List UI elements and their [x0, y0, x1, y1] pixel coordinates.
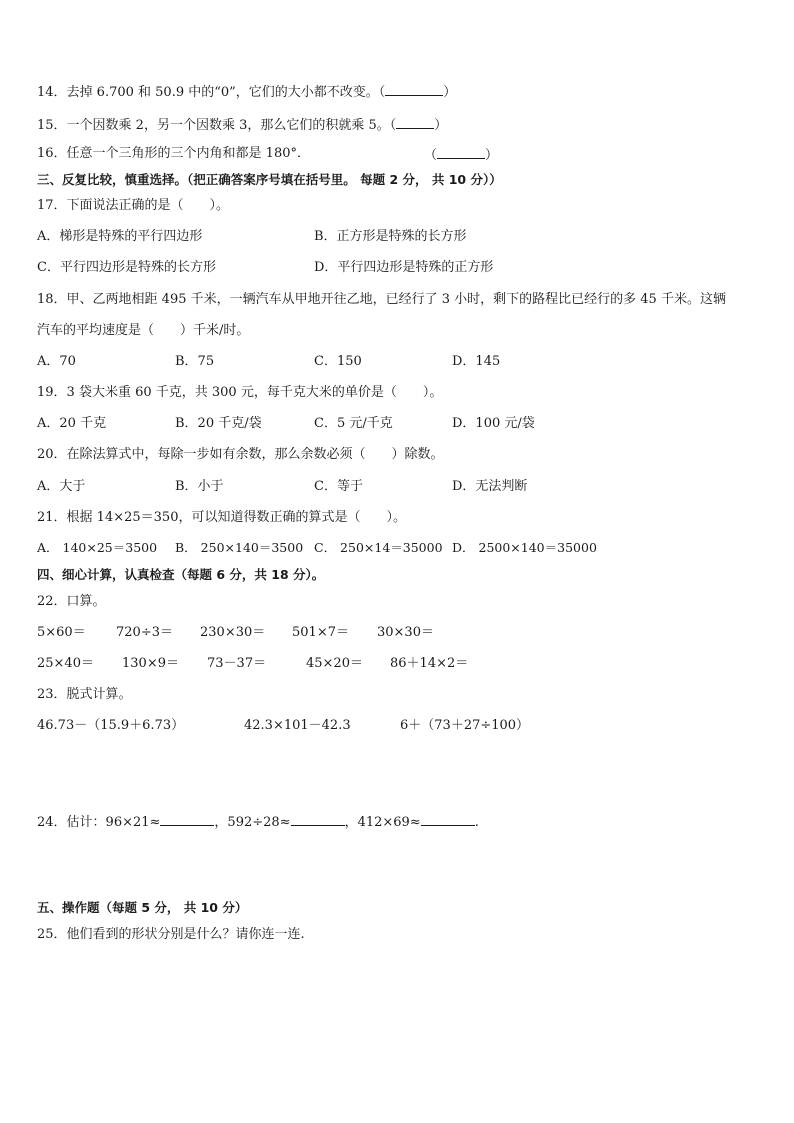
estimate-1: 24．估计：96×21≈: [37, 815, 161, 830]
question-24: [37, 813, 479, 831]
question-19-option-d[interactable]: D．100 元/袋: [452, 416, 535, 431]
answer-blank-15[interactable]: [396, 116, 434, 129]
question-18-option-a[interactable]: A．70: [37, 354, 76, 369]
question-16-answer: [424, 146, 498, 164]
question-18-stem-line2: 汽车的平均速度是（ ）千米/时。: [37, 323, 250, 338]
answer-blank-16[interactable]: [437, 146, 485, 159]
section-5-heading: 五、操作题（每题 5 分， 共 10 分）: [37, 900, 248, 915]
estimate-3: ，412×69≈: [344, 815, 421, 830]
answer-blank-14[interactable]: [385, 83, 443, 96]
estimate-blank-2[interactable]: [291, 813, 345, 826]
estimate-blank-3[interactable]: [421, 813, 475, 826]
mental-math-3: 230×30＝: [200, 625, 266, 640]
question-18-option-c[interactable]: C．150: [314, 354, 362, 369]
question-19-stem: 19．3 袋大米重 60 千克，共 300 元，每千克大米的单价是（ ）。: [37, 385, 443, 400]
question-21-option-a[interactable]: A． 140×25＝3500: [37, 540, 158, 555]
mental-math-10: 86＋14×2＝: [390, 656, 469, 671]
question-18-option-b[interactable]: B．75: [175, 354, 215, 369]
step-calc-1: 46.73－（15.9＋6.73）: [37, 718, 185, 733]
step-calc-2: 42.3×101－42.3: [244, 718, 351, 733]
section-3-heading: 三、反复比较，慎重选择。（把正确答案序号填在括号里。 每题 2 分， 共 10 分））: [37, 172, 502, 187]
question-21-option-d[interactable]: D． 2500×140＝35000: [452, 540, 597, 555]
mental-math-5: 30×30＝: [377, 625, 434, 640]
mental-math-9: 45×20＝: [306, 656, 363, 671]
question-22-stem: 22．口算。: [37, 594, 106, 609]
question-20-stem: 20．在除法算式中，每除一步如有余数，那么余数必须（ ）除数。: [37, 447, 444, 462]
mental-math-4: 501×7＝: [292, 625, 349, 640]
question-17-stem: 17．下面说法正确的是（ ）。: [37, 198, 230, 213]
question-14: [37, 83, 456, 101]
question-19-option-c[interactable]: C．5 元/千克: [314, 416, 393, 431]
question-23-stem: 23．脱式计算。: [37, 687, 132, 702]
question-17-option-a[interactable]: A．梯形是特殊的平行四边形: [37, 229, 203, 244]
section-4-heading: 四、细心计算，认真检查（每题 6 分，共 18 分）。: [37, 567, 325, 582]
question-16: [37, 146, 310, 162]
question-25-stem: 25．他们看到的形状分别是什么？请你连一连.: [37, 927, 305, 942]
mental-math-7: 130×9＝: [122, 656, 179, 671]
question-15-text: 15．一个因数乘 2，另一个因数乘 3，那么它们的积就乘 5。（: [37, 118, 397, 133]
question-17-option-d[interactable]: D．平行四边形是特殊的正方形: [314, 260, 494, 275]
estimate-blank-1[interactable]: [160, 813, 214, 826]
mental-math-8: 73－37＝: [207, 656, 267, 671]
question-21-option-c[interactable]: C． 250×14＝35000: [314, 540, 443, 555]
question-17-option-b[interactable]: B．正方形是特殊的长方形: [314, 229, 467, 244]
question-15-close: ）: [434, 118, 448, 133]
question-19-option-b[interactable]: B．20 千克/袋: [175, 416, 262, 431]
question-20-option-c[interactable]: C．等于: [314, 479, 363, 494]
mental-math-2: 720÷3＝: [116, 625, 173, 640]
step-calc-3: 6＋（73＋27÷100）: [400, 718, 530, 733]
question-21-option-b[interactable]: B． 250×140＝3500: [175, 540, 304, 555]
mental-math-6: 25×40＝: [37, 656, 94, 671]
question-20-option-b[interactable]: B．小于: [175, 479, 224, 494]
mental-math-1: 5×60＝: [37, 625, 86, 640]
question-20-option-d[interactable]: D．无法判断: [452, 479, 528, 494]
question-16-text: 16．任意一个三角形的三个内角和都是 180°．: [37, 146, 310, 161]
question-14-close: ）: [443, 85, 457, 100]
question-18-option-d[interactable]: D．145: [452, 354, 501, 369]
question-18-stem-line1: 18．甲、乙两地相距 495 千米，一辆汽车从甲地开往乙地，已经行了 3 小时，剩下的路程比已经行的多 45 千米。这辆: [37, 292, 726, 307]
question-16-open: （: [424, 148, 438, 163]
estimate-2: ，592÷28≈: [214, 815, 291, 830]
question-16-close: ）: [485, 148, 499, 163]
question-20-option-a[interactable]: A．大于: [37, 479, 86, 494]
estimate-end: .: [474, 815, 479, 830]
question-17-option-c[interactable]: C．平行四边形是特殊的长方形: [37, 260, 216, 275]
question-19-option-a[interactable]: A．20 千克: [37, 416, 107, 431]
question-15: [37, 116, 447, 134]
question-14-text: 14．去掉 6.700 和 50.9 中的“0”，它们的大小都不改变。（: [37, 85, 386, 100]
question-21-stem: 21．根据 14×25＝350，可以知道得数正确的算式是（ ）。: [37, 510, 406, 525]
